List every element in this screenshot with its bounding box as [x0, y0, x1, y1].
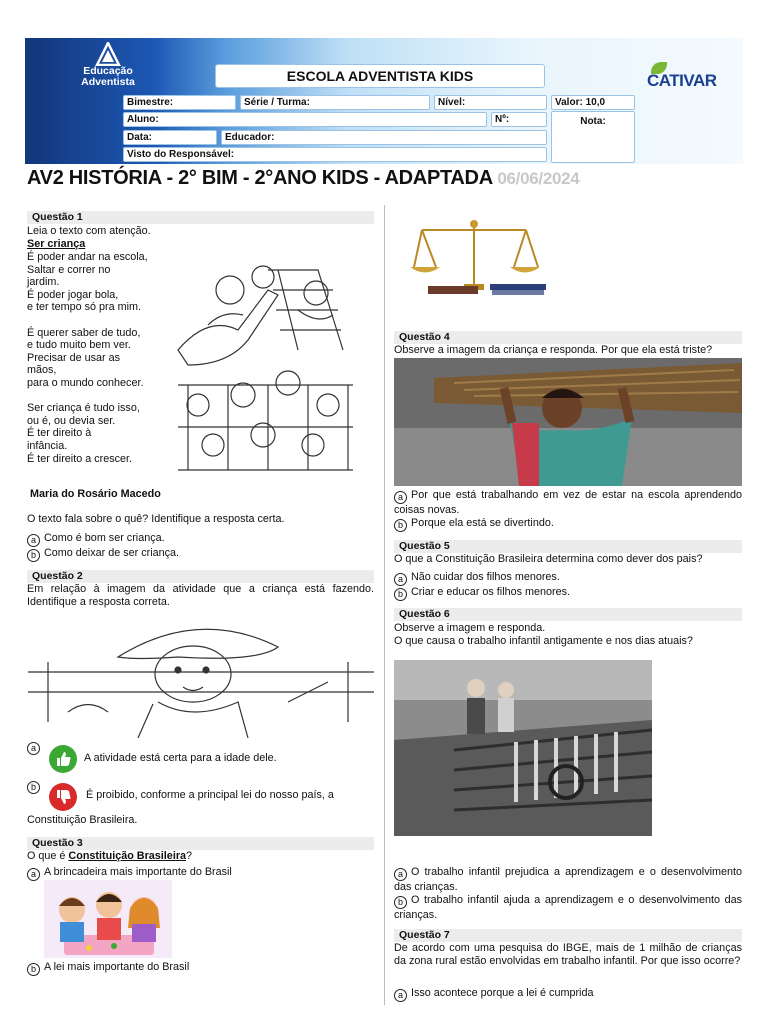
option-a-marker: a — [27, 534, 40, 547]
child-labor-factory-photo — [394, 660, 652, 836]
thumbs-up-icon — [48, 744, 78, 774]
poem-line: ou é, ou devia ser. — [27, 414, 116, 427]
q7-option-a[interactable]: a Isso acontece porque a lei é cumprida — [394, 987, 593, 1002]
q4-option-a[interactable]: a Por que está trabalhando em vez de estar na escola aprendendo coisas novas. — [394, 489, 742, 516]
poem-line: Precisar de usar as — [27, 351, 121, 364]
cativar-wordmark: CATIVAR — [647, 71, 717, 90]
column-divider — [384, 205, 385, 1005]
poem-line: É ter direito à — [27, 427, 92, 440]
q1-poem — [27, 251, 162, 465]
option-b-marker: b — [394, 519, 407, 532]
q1-author: Maria do Rosário Macedo — [30, 488, 161, 500]
q3-option-a[interactable]: a A brincadeira mais importante do Brasil — [27, 866, 232, 881]
question-5-header: Questão 5 — [394, 540, 742, 553]
poem-line: infância. — [27, 439, 68, 452]
option-a-marker: a — [394, 989, 407, 1002]
poem-line: É poder jogar bola, — [27, 288, 119, 301]
q1-intro: Leia o texto com atenção. — [27, 225, 151, 237]
option-b-marker: b — [394, 588, 407, 601]
option-b-marker: b — [27, 781, 40, 794]
q6-instruction: Observe a imagem e responda. — [394, 622, 546, 634]
option-a-marker: a — [394, 491, 407, 504]
q7-question: De acordo com uma pesquisa do IBGE, mais de 1 milhão de crianças da zona rural estão envolvidas em trabalho infantil. Por que isso ocorre? — [394, 942, 742, 967]
question-3-header: Questão 3 — [27, 837, 374, 850]
poem-line: e ter tempo só pra mim. — [27, 301, 142, 314]
q4-question: Observe a imagem da criança e responda. Por que ela está triste? — [394, 344, 713, 356]
q1-poem-title: Ser criança — [27, 238, 86, 250]
poem-line: É ter direito a crescer. — [27, 452, 133, 465]
q4-option-b[interactable]: b Porque ela está se divertindo. — [394, 517, 554, 532]
bimestre-field[interactable]: Bimestre: — [123, 95, 236, 110]
thumbs-down-icon — [48, 782, 78, 812]
option-b-marker: b — [394, 896, 407, 909]
poem-line: e tudo muito bem ver. — [27, 339, 131, 352]
q2-question: Em relação à imagem da atividade que a criança está fazendo. Identifique a resposta correta. — [27, 583, 374, 608]
children-playing-drawing — [168, 255, 364, 483]
nivel-field[interactable]: Nível: — [434, 95, 547, 110]
poem-line: para o mundo conhecer. — [27, 376, 144, 389]
poem-line: É poder andar na escola, — [27, 251, 148, 263]
logo-line-1: Educação — [83, 65, 133, 77]
q6-option-b[interactable]: b O trabalho infantil ajuda a aprendizagem e o desenvolvimento das crianças. — [394, 894, 742, 921]
nota-box[interactable]: Nota: — [551, 111, 635, 163]
q2-option-a-marker-wrap[interactable] — [27, 740, 44, 755]
q2-option-b-cont: Constituição Brasileira. — [27, 814, 138, 826]
kids-playing-game-image — [44, 880, 172, 958]
data-field[interactable]: Data: — [123, 130, 217, 145]
visto-field[interactable]: Visto do Responsável: — [123, 147, 547, 162]
question-6-header: Questão 6 — [394, 608, 742, 621]
serie-field[interactable]: Série / Turma: — [240, 95, 430, 110]
q3-option-b[interactable]: b A lei mais importante do Brasil — [27, 961, 189, 976]
adventist-logo-icon — [95, 42, 121, 66]
question-7-header: Questão 7 — [394, 929, 742, 942]
poem-line: mãos, — [27, 364, 57, 377]
poem-line: Ser criança é tudo isso, — [27, 402, 140, 415]
q6-question: O que causa o trabalho infantil antigamente e nos dias atuais? — [394, 635, 693, 647]
poem-line: Saltar e correr no — [27, 263, 111, 276]
option-a-marker: a — [394, 573, 407, 586]
poem-line: É querer saber de tudo, — [27, 326, 141, 339]
q1-option-b[interactable]: b Como deixar de ser criança. — [27, 547, 179, 562]
logo — [63, 42, 153, 88]
q2-option-a[interactable]: A atividade está certa para a idade dele. — [84, 752, 277, 764]
school-name: ESCOLA ADVENTISTA KIDS — [215, 64, 545, 88]
q5-option-b[interactable]: b Criar e educar os filhos menores. — [394, 586, 570, 601]
option-b-marker: b — [27, 963, 40, 976]
q5-question: O que a Constituição Brasileira determina como dever dos pais? — [394, 553, 703, 565]
child-farmer-drawing — [28, 612, 374, 738]
numero-field[interactable]: Nº: — [491, 112, 547, 127]
page-title — [27, 167, 579, 190]
poem-line: jardim. — [27, 276, 60, 289]
child-carrying-wood-photo — [394, 358, 742, 486]
justice-scale-image — [408, 212, 550, 302]
q2-option-b-marker-wrap[interactable] — [27, 779, 44, 794]
title-text: AV2 HISTÓRIA - 2° BIM - 2°ANO KIDS - ADAPTADA — [27, 167, 493, 189]
header-band — [25, 38, 743, 164]
poem-line — [27, 314, 162, 327]
q5-option-a[interactable]: a Não cuidar dos filhos menores. — [394, 571, 560, 586]
valor-field: Valor: 10,0 — [551, 95, 635, 110]
q3-question: O que é Constituição Brasileira? — [27, 850, 193, 862]
aluno-field[interactable]: Aluno: — [123, 112, 487, 127]
cativar-logo — [641, 62, 721, 92]
option-b-marker: b — [27, 549, 40, 562]
question-1-header: Questão 1 — [27, 211, 374, 224]
question-2-header: Questão 2 — [27, 570, 374, 583]
option-a-marker: a — [394, 868, 407, 881]
option-a-marker: a — [27, 868, 40, 881]
poem-line — [27, 390, 162, 403]
title-date: 06/06/2024 — [497, 169, 580, 188]
question-4-header: Questão 4 — [394, 331, 742, 344]
q1-option-a[interactable]: a Como é bom ser criança. — [27, 532, 165, 547]
q6-option-a[interactable]: a O trabalho infantil prejudica a aprendizagem e o desenvolvimento das crianças. — [394, 866, 742, 893]
q2-option-b[interactable]: É proibido, conforme a principal lei do nosso país, a — [86, 789, 334, 801]
logo-line-2: Adventista — [81, 76, 135, 88]
option-a-marker: a — [27, 742, 40, 755]
q1-question: O texto fala sobre o quê? Identifique a resposta certa. — [27, 513, 285, 525]
educador-field[interactable]: Educador: — [221, 130, 547, 145]
